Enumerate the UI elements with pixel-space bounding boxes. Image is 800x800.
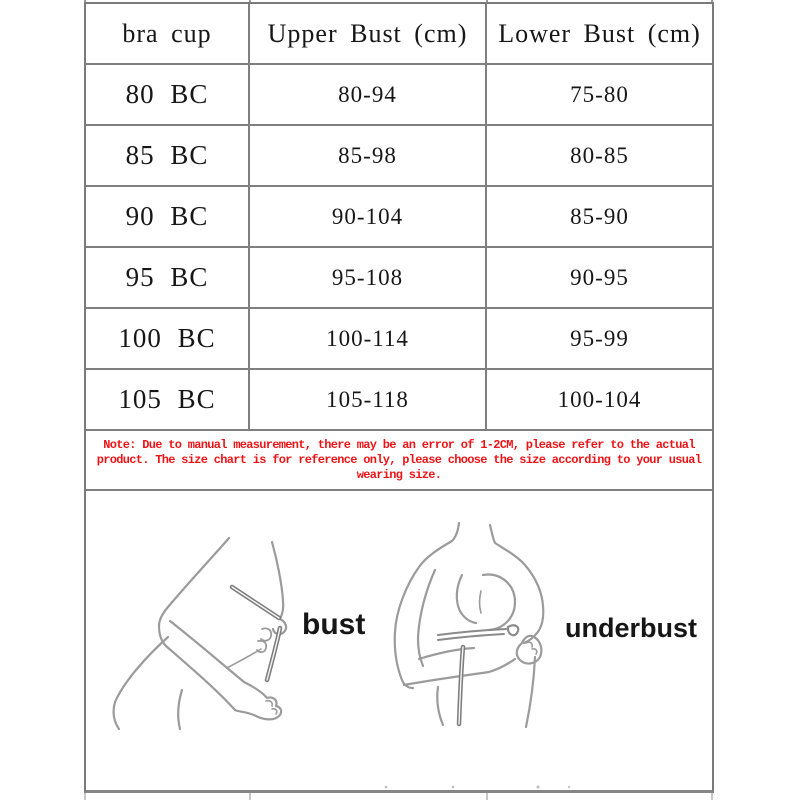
column-header-upper-bust: Upper Bust (cm) — [250, 4, 487, 65]
grid-stub — [711, 793, 713, 800]
note-line: Note: Due to manual measurement, there may be an error of 1-2CM, please refer to the actual — [103, 437, 695, 452]
lower-bust-cell: 100-104 — [487, 370, 712, 431]
bra-cup-cell: 95 BC — [86, 248, 250, 309]
upper-bust-cell: 100-114 — [250, 309, 487, 370]
grid-stub — [249, 793, 251, 800]
lower-bust-cell: 80-85 — [487, 126, 712, 187]
crop-artifact-dots — [385, 786, 570, 789]
bra-cup-cell: 100 BC — [86, 309, 250, 370]
underbust-figure-drawing — [395, 523, 543, 727]
upper-bust-cell: 90-104 — [250, 187, 487, 248]
bra-cup-cell: 105 BC — [86, 370, 250, 431]
size-chart-sheet — [84, 2, 714, 793]
bust-label: bust — [302, 608, 366, 641]
lower-bust-cell: 75-80 — [487, 65, 712, 126]
lower-bust-cell: 85-90 — [487, 187, 712, 248]
underbust-label: underbust — [565, 613, 697, 643]
lower-bust-cell: 95-99 — [487, 309, 712, 370]
grid-stub — [84, 793, 86, 800]
bra-cup-cell: 90 BC — [86, 187, 250, 248]
size-chart-table — [86, 4, 712, 431]
measurement-note — [86, 431, 712, 491]
upper-bust-cell: 80-94 — [250, 65, 487, 126]
bust-figure-drawing — [114, 538, 286, 729]
bra-cup-cell: 85 BC — [86, 126, 250, 187]
upper-bust-cell: 85-98 — [250, 126, 487, 187]
column-header-lower-bust: Lower Bust (cm) — [487, 4, 712, 65]
upper-bust-cell: 95-108 — [250, 248, 487, 309]
bra-cup-cell: 80 BC — [86, 65, 250, 126]
column-header-bra-cup: bra cup — [86, 4, 250, 65]
lower-bust-cell: 90-95 — [487, 248, 712, 309]
grid-stub — [486, 793, 488, 800]
note-line: wearing size. — [356, 467, 442, 482]
upper-bust-cell: 105-118 — [250, 370, 487, 431]
measurement-figures-panel — [86, 491, 712, 790]
note-line: product. The size chart is for reference only, please choose the size according to your usual — [96, 452, 702, 467]
